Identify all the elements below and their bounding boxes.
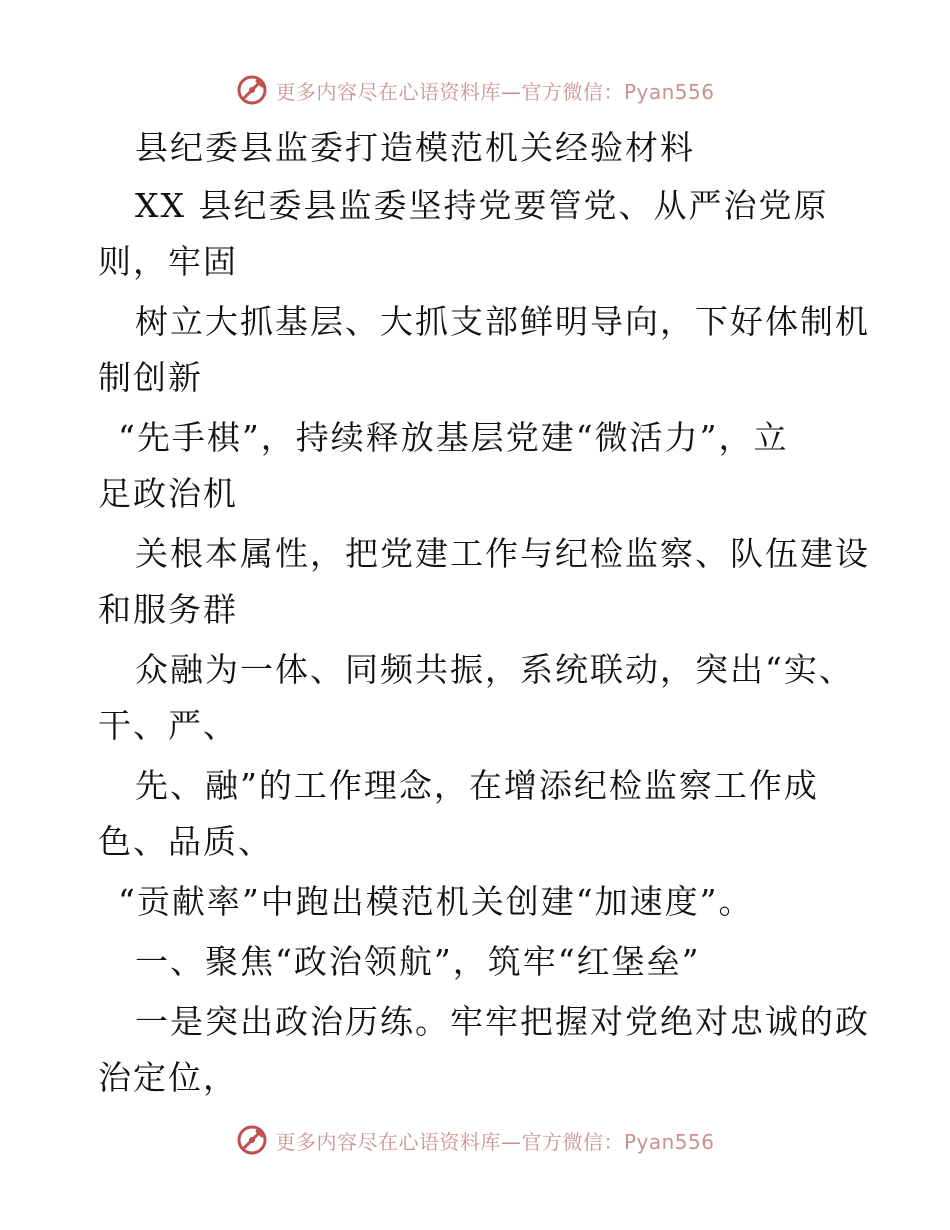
text-line: 树立大抓基层、大抓支部鲜明导向，下好体制机 <box>135 302 870 341</box>
text-line: 一是突出政治历练。牢牢把握对党绝对忠诚的政 <box>135 1002 870 1041</box>
document-title: 县纪委县监委打造模范机关经验材料 <box>135 128 695 167</box>
text-line: XX 县纪委县监委坚持党要管党、从严治党原 <box>135 186 829 225</box>
text-line: 则，牢固 <box>98 242 238 281</box>
text-line: 色、品质、 <box>98 822 273 861</box>
section-heading: 一、聚焦“政治领航”，筑牢“红堡垒” <box>135 942 701 981</box>
footer-watermark-banner <box>0 1120 950 1160</box>
text-line: “先手棋”，持续释放基层党建“微活力”，立 <box>118 418 789 457</box>
text-line: 先、融”的工作理念，在增添纪检监察工作成 <box>135 766 819 805</box>
text-line: 众融为一体、同频共振，系统联动，突出“实、 <box>135 650 854 689</box>
text-line: “贡献率”中跑出模范机关创建“加速度”。 <box>118 882 754 921</box>
text-line: 和服务群 <box>98 590 238 629</box>
text-line: 治定位， <box>98 1058 238 1097</box>
pen-logo-icon <box>235 1123 269 1157</box>
banner-text: 更多内容尽在心语资料库—官方微信：Pyan556 <box>275 79 715 104</box>
text-line: 制创新 <box>98 358 203 397</box>
banner-text: 更多内容尽在心语资料库—官方微信：Pyan556 <box>275 1129 715 1154</box>
text-line: 干、严、 <box>98 706 238 745</box>
pen-logo-icon <box>235 73 269 107</box>
text-line: 足政治机 <box>98 474 238 513</box>
text-line: 关根本属性，把党建工作与纪检监察、队伍建设 <box>135 534 870 573</box>
header-watermark-banner <box>0 70 950 110</box>
